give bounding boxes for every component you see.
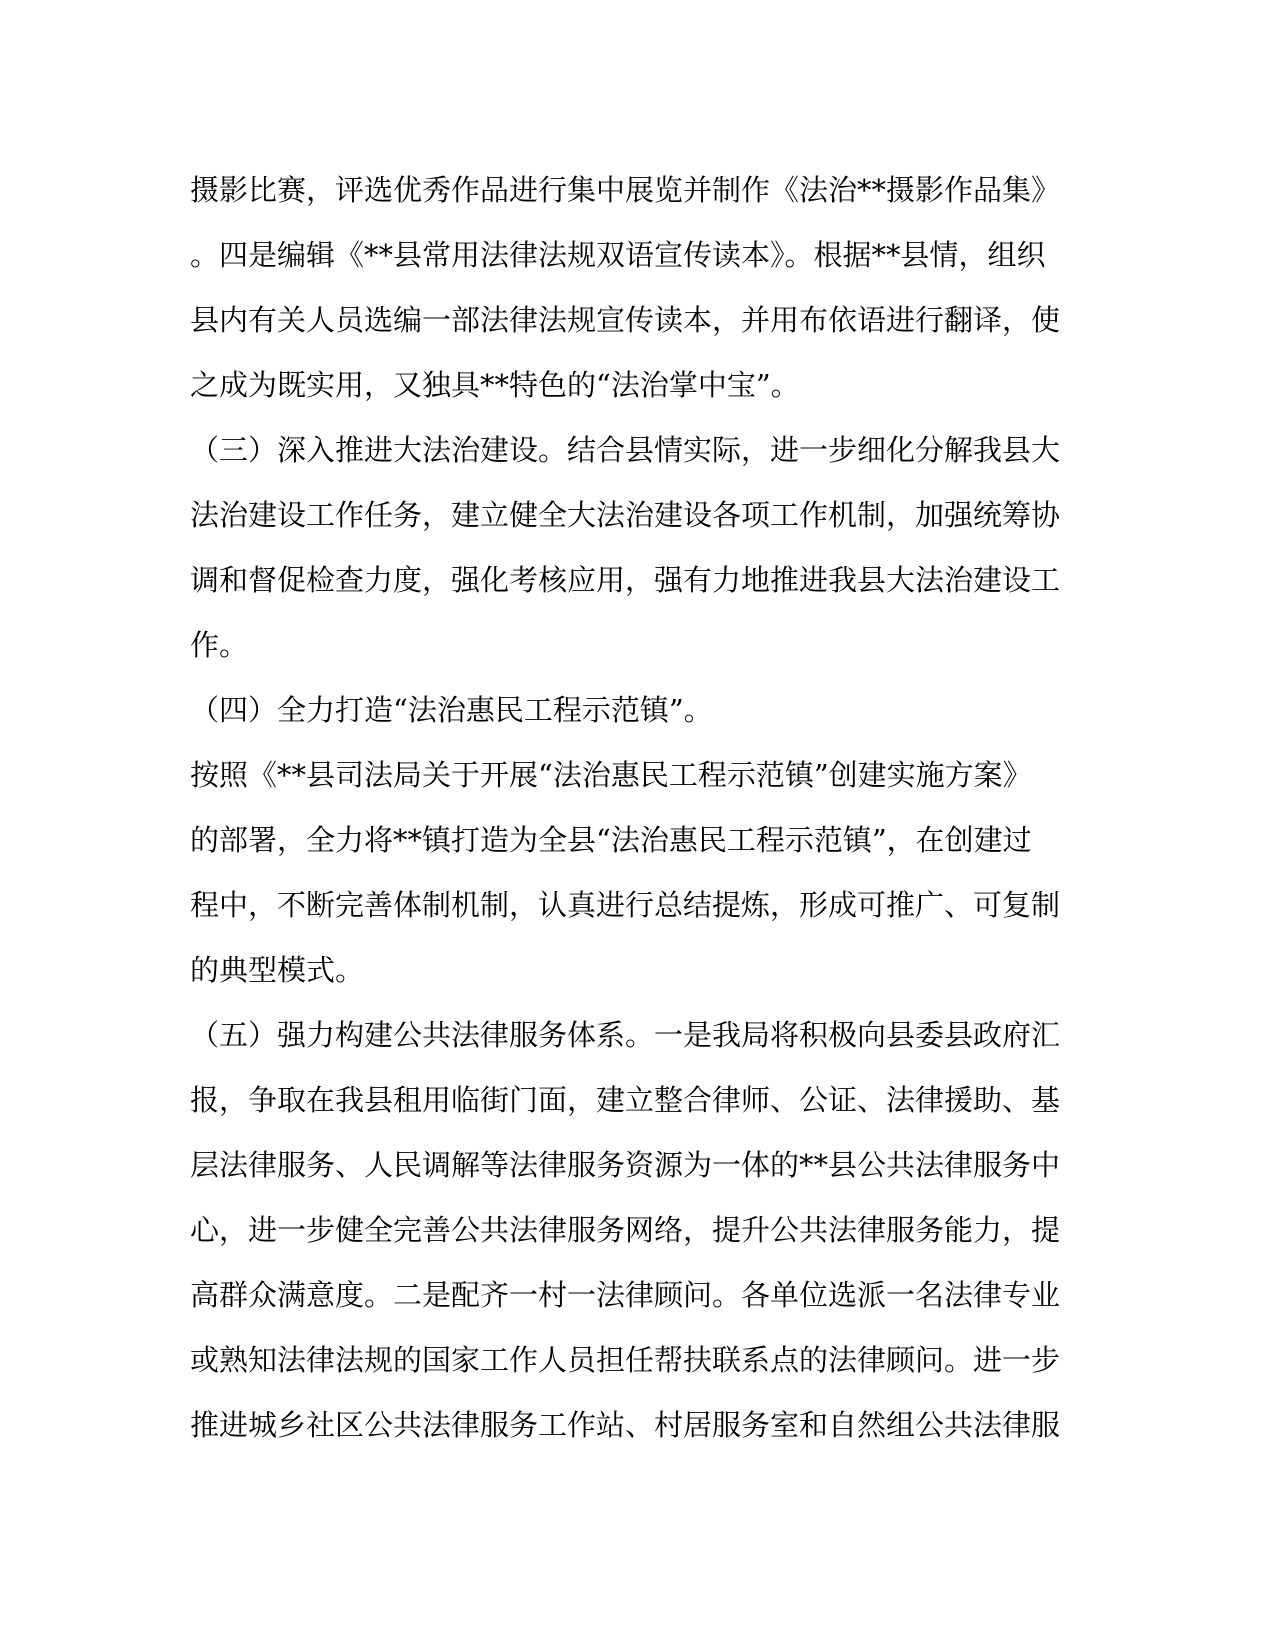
text-line: 的典型模式。 xyxy=(190,953,365,987)
text-line: 作。 xyxy=(190,628,249,662)
section-three-heading-line: （三）深入推进大法治建设。结合县情实际，进一步细化分解我县大 xyxy=(190,433,1061,467)
text-line: 之成为既实用，又独具**特色的“法治掌中宝”。 xyxy=(190,368,800,402)
text-line: 县内有关人员选编一部法律法规宣传读本，并用布依语进行翻译，使 xyxy=(190,303,1061,337)
text-line: 。四是编辑《**县常用法律法规双语宣传读本》。根据**县情，组织 xyxy=(190,238,1046,272)
text-line: 报，争取在我县租用临街门面，建立整合律师、公证、法律援助、基 xyxy=(190,1083,1061,1117)
text-line: 调和督促检查力度，强化考核应用，强有力地推进我县大法治建设工 xyxy=(190,563,1061,597)
text-line: 或熟知法律法规的国家工作人员担任帮扶联系点的法律顾问。进一步 xyxy=(190,1343,1061,1377)
section-four-heading: （四）全力打造“法治惠民工程示范镇”。 xyxy=(190,693,713,727)
text-line: 法治建设工作任务，建立健全大法治建设各项工作机制，加强统筹协 xyxy=(190,498,1061,532)
text-line: 按照《**县司法局关于开展“法治惠民工程示范镇”创建实施方案》 xyxy=(190,758,1032,792)
text-line: 摄影比赛，评选优秀作品进行集中展览并制作《法治**摄影作品集》 xyxy=(190,173,1061,207)
text-line: 的部署，全力将**镇打造为全县“法治惠民工程示范镇”，在创建过 xyxy=(190,823,1032,857)
text-line: 高群众满意度。二是配齐一村一法律顾问。各单位选派一名法律专业 xyxy=(190,1278,1061,1312)
section-five-heading-line: （五）强力构建公共法律服务体系。一是我局将积极向县委县政府汇 xyxy=(190,1018,1061,1052)
text-line: 推进城乡社区公共法律服务工作站、村居服务室和自然组公共法律服 xyxy=(190,1408,1061,1442)
text-line: 层法律服务、人民调解等法律服务资源为一体的**县公共法律服务中 xyxy=(190,1148,1061,1182)
text-line: 心，进一步健全完善公共法律服务网络，提升公共法律服务能力，提 xyxy=(190,1213,1061,1247)
body-text xyxy=(190,158,1070,1458)
text-line: 程中，不断完善体制机制，认真进行总结提炼，形成可推广、可复制 xyxy=(190,888,1061,922)
